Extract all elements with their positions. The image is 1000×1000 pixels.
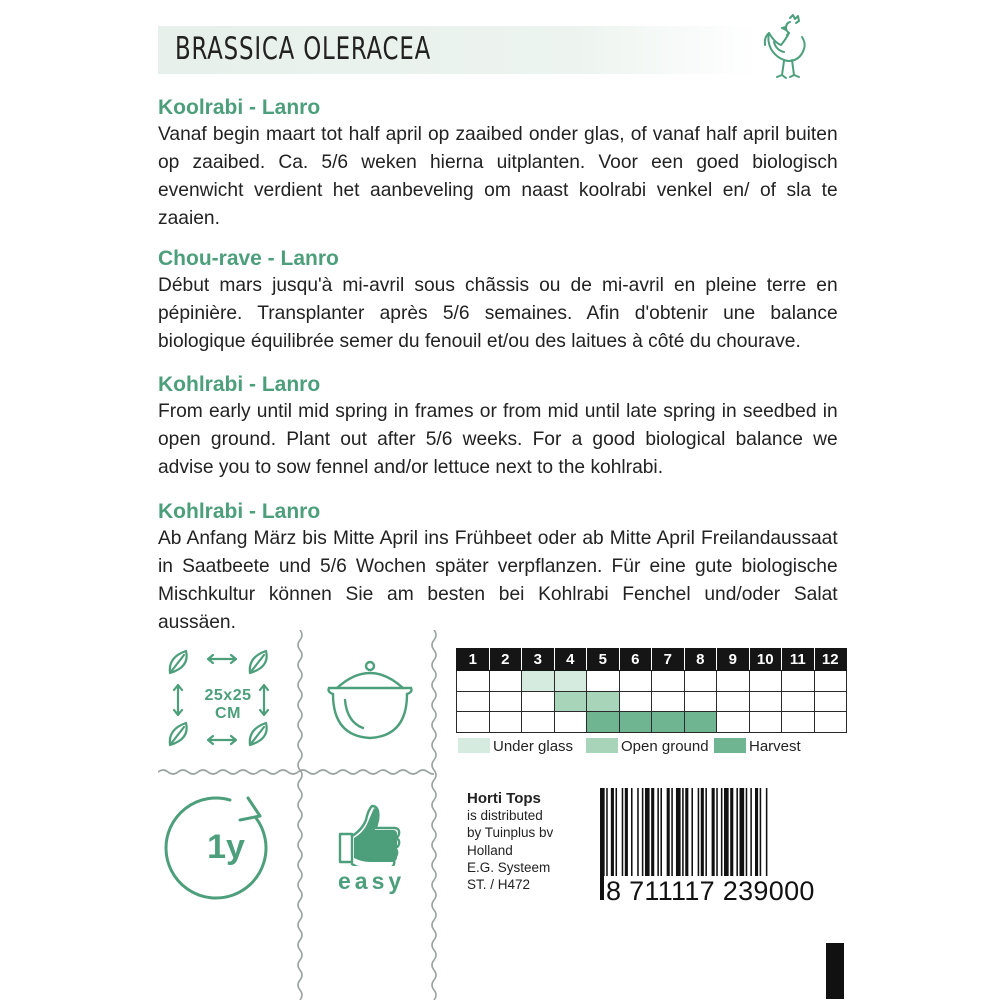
calendar-cell xyxy=(457,712,490,733)
calendar-month-5: 5 xyxy=(587,649,620,671)
barcode-bar xyxy=(622,788,624,884)
barcode-number: 8 711117 239000 xyxy=(606,876,815,906)
barcode-bar xyxy=(705,788,707,884)
calendar-month-2: 2 xyxy=(489,649,522,671)
barcode-bar xyxy=(642,788,644,884)
calendar-cell xyxy=(587,691,620,712)
calendar-month-6: 6 xyxy=(619,649,652,671)
calendar-cell xyxy=(587,671,620,692)
section-body: Ab Anfang März bis Mitte April ins Frühbeet oder ab Mitte April Freilandaussaat in Saatbeete und 5/6 Wochen später verpflanzen. Für eine gute biologische Mischkultur können Sie am besten bei Kohlrabi Fenchel und/oder Salat aussäen. xyxy=(158,527,838,633)
barcode-bar xyxy=(750,788,752,884)
brand-name: Horti Tops xyxy=(467,790,541,807)
calendar-cell xyxy=(619,671,652,692)
calendar-cell xyxy=(522,671,555,692)
barcode-bar xyxy=(616,788,618,884)
calendar-cell xyxy=(814,691,847,712)
legend-label-under-glass: Under glass xyxy=(493,738,574,755)
spacing-label: 25x25 CM xyxy=(204,687,252,722)
calendar-row-harvest xyxy=(457,712,847,733)
calendar-cell xyxy=(522,691,555,712)
barcode-bar xyxy=(660,788,662,884)
distributor-line: by Tuinplus bv xyxy=(467,825,554,841)
calendar-cell xyxy=(489,691,522,712)
barcode-bar xyxy=(760,788,762,884)
section-english xyxy=(158,372,848,481)
vertical-divider xyxy=(296,630,304,1000)
section-body: Vanaf begin maart tot half april op zaaibed onder glas, of vanaf half april buiten op zaaibed. Ca. 5/6 weken hierna uitplanten. Voor een goed biologisch evenwicht verdient het aanbeveling om naast koolrabi venkel en/ of sla te zaaien. xyxy=(158,123,838,229)
barcode-bar xyxy=(645,788,650,884)
calendar-cell xyxy=(814,712,847,733)
calendar-row-open-ground xyxy=(457,691,847,712)
calendar-month-12: 12 xyxy=(814,649,847,671)
duration-label: 1y xyxy=(207,828,245,866)
calendar-cell xyxy=(554,712,587,733)
section-title: Chou-rave - Lanro xyxy=(158,247,339,270)
legend-swatch-harvest xyxy=(714,738,746,753)
calendar-cell xyxy=(489,712,522,733)
calendar-row-under-glass xyxy=(457,671,847,692)
section-french xyxy=(158,246,848,355)
calendar-month-9: 9 xyxy=(717,649,750,671)
distributor-line: Holland xyxy=(467,842,513,858)
calendar-cell xyxy=(782,712,815,733)
barcode-bar xyxy=(755,788,758,884)
distributor-info xyxy=(467,790,553,893)
thumbs-up-icon xyxy=(336,800,406,866)
calendar-cell xyxy=(457,691,490,712)
legend-swatch-open-ground xyxy=(586,738,618,753)
calendar-cell xyxy=(619,691,652,712)
vertical-divider xyxy=(430,630,438,1000)
barcode-bar xyxy=(746,788,748,884)
calendar-cell xyxy=(749,671,782,692)
calendar-month-header xyxy=(457,649,847,671)
barcode-bar xyxy=(698,788,700,884)
section-dutch xyxy=(158,95,848,232)
difficulty-label: easy xyxy=(338,868,406,894)
section-title: Kohlrabi - Lanro xyxy=(158,373,321,396)
horizontal-divider xyxy=(158,768,434,776)
legend-swatch-under-glass xyxy=(458,738,490,753)
calendar-month-4: 4 xyxy=(554,649,587,671)
barcode-bar xyxy=(671,788,673,884)
calendar-cell xyxy=(652,691,685,712)
barcode-bar xyxy=(766,788,768,884)
barcode-bar xyxy=(701,788,704,884)
section-body: Début mars jusqu'à mi-avril sous chãssis ou de mi-avril en pleine terre en pépinière. Transplanter après 5/6 semaines. Afin d'obtenir une balance biologique équilibrée semer du fenouil et/ou des laitues à côté du chourave. xyxy=(158,274,838,352)
barcode-bar xyxy=(651,788,654,884)
section-german xyxy=(158,499,848,636)
calendar-cell xyxy=(717,671,750,692)
calendar-cell xyxy=(684,671,717,692)
calendar-cell xyxy=(619,712,652,733)
calendar-month-3: 3 xyxy=(522,649,555,671)
calendar-cell xyxy=(652,671,685,692)
calendar-cell xyxy=(522,712,555,733)
barcode-bar xyxy=(691,788,693,884)
calendar-cell xyxy=(489,671,522,692)
section-title: Koolrabi - Lanro xyxy=(158,96,321,119)
sowing-calendar xyxy=(456,648,847,733)
calendar-cell xyxy=(554,671,587,692)
edge-marker xyxy=(826,943,844,999)
calendar-cell xyxy=(749,712,782,733)
distributor-line: E.G. Systeem xyxy=(467,859,551,875)
cold-frame-icon xyxy=(323,660,417,742)
calendar-cell xyxy=(749,691,782,712)
calendar-cell xyxy=(717,691,750,712)
barcode-bar xyxy=(712,788,715,884)
barcode-bar xyxy=(611,788,614,884)
barcode-bar xyxy=(625,788,628,884)
calendar-cell xyxy=(717,712,750,733)
calendar-cell xyxy=(652,712,685,733)
calendar-cell xyxy=(814,671,847,692)
legend-label-open-ground: Open ground xyxy=(621,738,709,755)
calendar-cell xyxy=(587,712,620,733)
barcode-bar xyxy=(716,788,718,884)
calendar-month-1: 1 xyxy=(457,649,490,671)
calendar-month-7: 7 xyxy=(652,649,685,671)
calendar-month-11: 11 xyxy=(782,649,815,671)
calendar-month-10: 10 xyxy=(749,649,782,671)
barcode-bar xyxy=(730,788,733,884)
legend-label-harvest: Harvest xyxy=(749,738,801,755)
barcode-bar xyxy=(667,788,670,884)
barcode-bar xyxy=(676,788,681,884)
rooster-icon xyxy=(760,12,820,84)
section-body: From early until mid spring in frames or from mid until late spring in seedbed in open ground. Plant out after 5/6 weeks. For a good biological balance we advise you to sow fennel and/or lettuce next to the kohlrabi. xyxy=(158,400,838,478)
calendar-cell xyxy=(684,712,717,733)
barcode-bar xyxy=(724,788,729,884)
barcode-bar xyxy=(721,788,723,884)
barcode-bar xyxy=(657,788,659,884)
calendar-cell xyxy=(457,671,490,692)
calendar-cell xyxy=(684,691,717,712)
calendar-cell xyxy=(782,691,815,712)
section-title: Kohlrabi - Lanro xyxy=(158,500,321,523)
barcode-bar xyxy=(736,788,738,884)
distributor-line: is distributed xyxy=(467,808,543,824)
barcode-bar xyxy=(740,788,745,884)
calendar-month-8: 8 xyxy=(684,649,717,671)
distributor-line: ST. / H472 xyxy=(467,877,531,893)
barcode-bar xyxy=(637,788,639,884)
calendar-cell xyxy=(554,691,587,712)
calendar-cell xyxy=(782,671,815,692)
barcode-bar xyxy=(631,788,633,884)
species-title: BRASSICA OLERACEA xyxy=(175,31,432,67)
